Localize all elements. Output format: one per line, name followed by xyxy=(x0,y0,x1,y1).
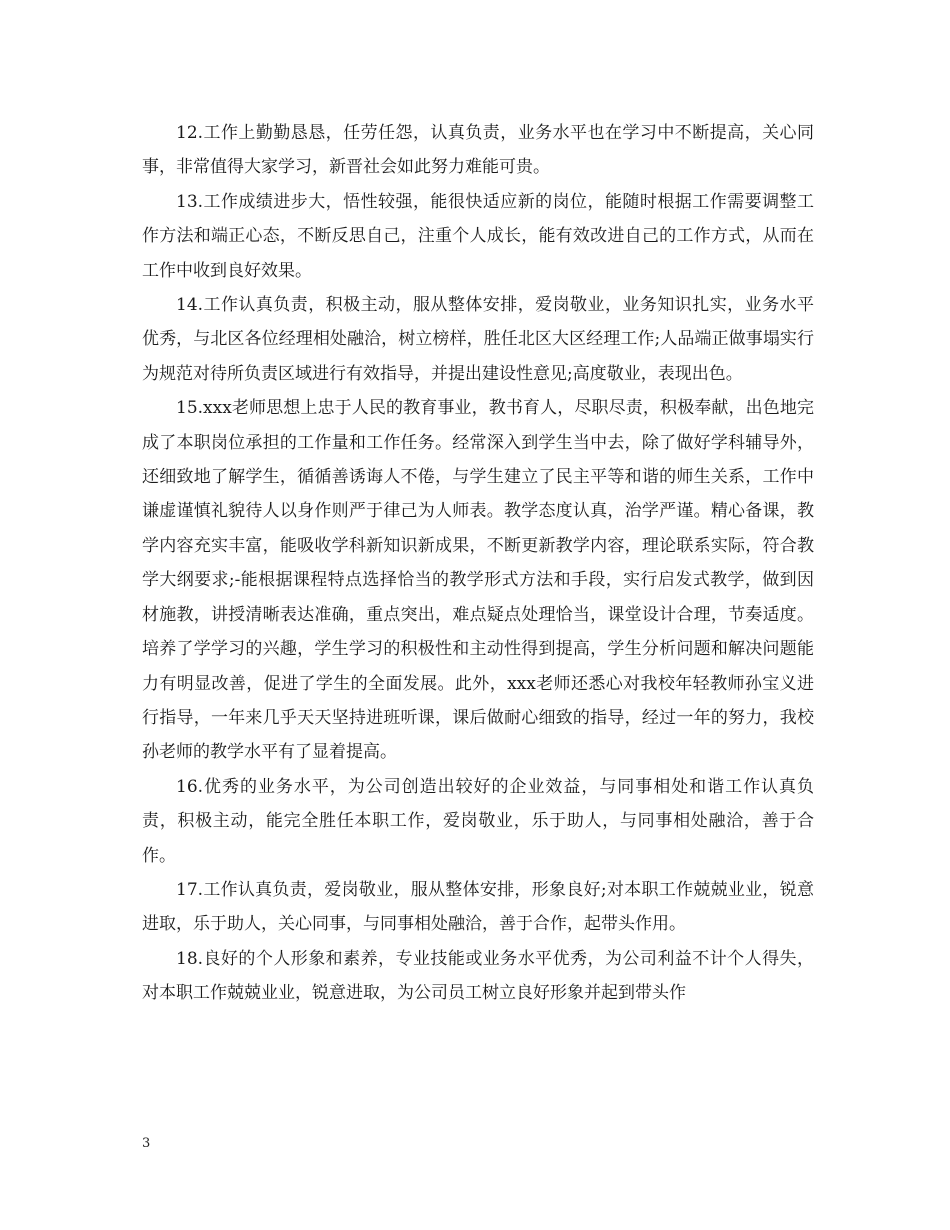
paragraph-12: 12.工作上勤勤恳恳，任劳任怨，认真负责，业务水平也在学习中不断提高，关心同事，非常值得大家学习，新晋社会如此努力难能可贵。 xyxy=(142,123,814,178)
paragraph-16: 16.优秀的业务水平，为公司创造出较好的企业效益，与同事相处和谐工作认真负责，积极主动，能完全胜任本职工作，爱岗敬业，乐于助人，与同事相处融洽，善于合作。 xyxy=(142,776,814,866)
page-number: 3 xyxy=(142,1136,151,1151)
document-body xyxy=(142,116,814,1011)
paragraph-14: 14.工作认真负责，积极主动，服从整体安排，爱岗敬业，业务知识扎实，业务水平优秀，与北区各位经理相处融洽，树立榜样，胜任北区大区经理工作;人品端正做事塌实行为规范对待所负责区域进行有效指导，并提出建设性意见;高度敬业，表现出色。 xyxy=(142,295,814,384)
paragraph-15: 15.xxx老师思想上忠于人民的教育事业，教书育人，尽职尽责，积极奉献，出色地完成了本职岗位承担的工作量和工作任务。经常深入到学生当中去，除了做好学科辅导外，还细致地了解学生，循循善诱诲人不倦，与学生建立了民主平等和谐的师生关系，工作中谦虚谨慎礼貌待人以身作则严于律己为人师表。教学态度认真，治学严谨。精心备课，教学内容充实丰富，能吸收学科新知识新成果，不断更新教学内容，理论联系实际，符合教学大纲要求;-能根据课程特点选择恰当的教学形式方法和手段，实行启发式教学，做到因材施教，讲授清晰表达准确，重点突出，难点疑点处理恰当，课堂设计合理，节奏适度。培养了学学习的兴趣，学生学习的积极性和主动性得到提高，学生分析问题和解决问题能力有明显改善，促进了学生的全面发展。此外，xxx老师还悉心对我校年轻教师孙宝义进行指导，一年来几乎天天坚持进班听课，课后做耐心细致的指导，经过一年的努力，我校孙老师的教学水平有了显着提高。 xyxy=(142,398,814,763)
paragraph-18: 18.良好的个人形象和素养，专业技能或业务水平优秀，为公司利益不计个人得失，对本职工作兢兢业业，锐意进取，为公司员工树立良好形象并起到带头作 xyxy=(142,948,814,1004)
paragraph-13: 13.工作成绩进步大，悟性较强，能很快适应新的岗位，能随时根据工作需要调整工作方法和端正心态，不断反思自己，注重个人成长，能有效改进自己的工作方式，从而在工作中收到良好效果。 xyxy=(142,191,814,281)
paragraph-17: 17.工作认真负责，爱岗敬业，服从整体安排，形象良好;对本职工作兢兢业业，锐意进取，乐于助人，关心同事，与同事相处融洽，善于合作，起带头作用。 xyxy=(142,879,814,935)
